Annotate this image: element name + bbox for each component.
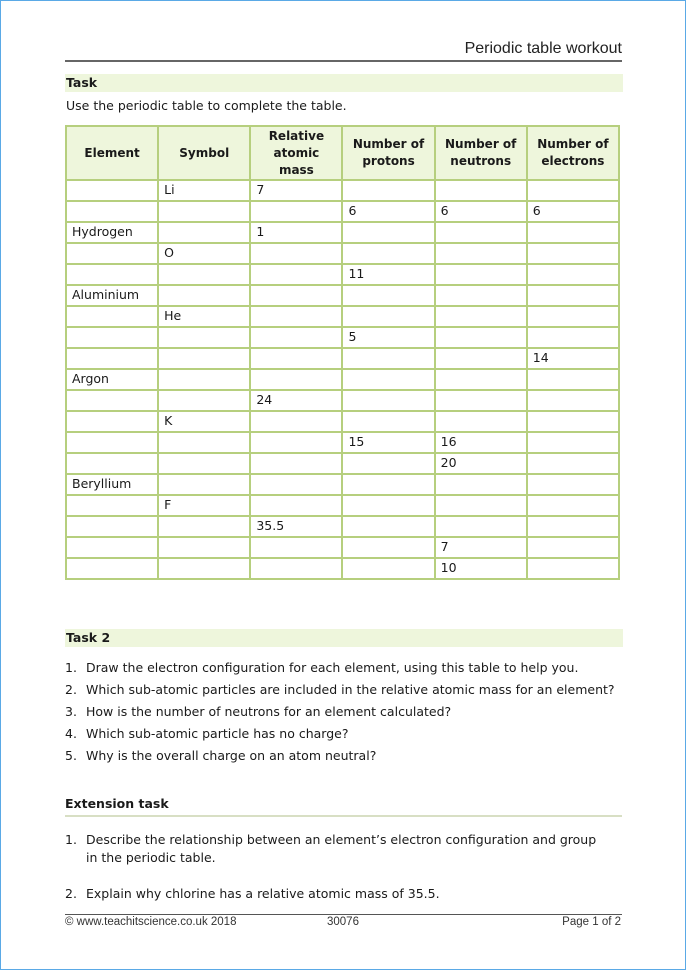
table-cell[interactable] bbox=[342, 306, 434, 327]
table-cell[interactable] bbox=[250, 537, 342, 558]
table-cell[interactable] bbox=[435, 474, 527, 495]
item-text: How is the number of neutrons for an element calculated? bbox=[86, 704, 452, 719]
table-cell[interactable] bbox=[527, 516, 619, 537]
table-row bbox=[66, 180, 619, 201]
table-cell[interactable]: Aluminium bbox=[66, 285, 158, 306]
table-cell[interactable] bbox=[250, 243, 342, 264]
item-number: 1. bbox=[65, 832, 77, 847]
table-cell[interactable] bbox=[250, 306, 342, 327]
task2-heading: Task 2 bbox=[65, 629, 623, 647]
table-cell[interactable] bbox=[527, 327, 619, 348]
table-row bbox=[66, 243, 619, 264]
column-header: Number of electrons bbox=[527, 126, 619, 180]
table-cell[interactable] bbox=[250, 327, 342, 348]
element-table bbox=[65, 125, 620, 580]
table-cell[interactable] bbox=[527, 453, 619, 474]
table-cell[interactable] bbox=[342, 369, 434, 390]
table-cell[interactable] bbox=[66, 327, 158, 348]
table-row bbox=[66, 264, 619, 285]
table-cell[interactable]: He bbox=[158, 306, 250, 327]
table-cell[interactable] bbox=[342, 222, 434, 243]
table-cell[interactable] bbox=[250, 348, 342, 369]
extension-divider bbox=[65, 815, 622, 817]
footer-copyright: © www.teachitscience.co.uk 2018 bbox=[65, 916, 237, 928]
list-item bbox=[65, 704, 615, 726]
list-item bbox=[65, 682, 615, 704]
table-cell[interactable] bbox=[527, 264, 619, 285]
item-text: Describe the relationship between an element’s electron configuration and group in the periodic table. bbox=[86, 832, 597, 865]
table-cell[interactable] bbox=[342, 411, 434, 432]
table-cell[interactable] bbox=[250, 369, 342, 390]
table-cell[interactable] bbox=[158, 222, 250, 243]
table-cell[interactable]: 7 bbox=[250, 180, 342, 201]
title-divider bbox=[65, 60, 622, 62]
extension-heading: Extension task bbox=[65, 796, 169, 811]
table-cell[interactable] bbox=[342, 558, 434, 579]
item-number: 3. bbox=[65, 704, 77, 719]
page-title: Periodic table workout bbox=[464, 40, 622, 57]
table-cell[interactable] bbox=[66, 495, 158, 516]
table-cell[interactable] bbox=[527, 285, 619, 306]
table-cell[interactable] bbox=[158, 201, 250, 222]
table-cell[interactable] bbox=[527, 180, 619, 201]
table-cell[interactable] bbox=[527, 432, 619, 453]
table-cell[interactable] bbox=[527, 222, 619, 243]
table-cell[interactable] bbox=[250, 201, 342, 222]
table-row bbox=[66, 306, 619, 327]
table-cell[interactable]: Hydrogen bbox=[66, 222, 158, 243]
table-cell[interactable] bbox=[158, 390, 250, 411]
table-cell[interactable] bbox=[66, 411, 158, 432]
table-cell[interactable]: 35.5 bbox=[250, 516, 342, 537]
table-cell[interactable]: 6 bbox=[527, 201, 619, 222]
extension-list bbox=[65, 831, 610, 903]
table-row bbox=[66, 558, 619, 579]
table-cell[interactable] bbox=[158, 348, 250, 369]
table-cell[interactable] bbox=[66, 201, 158, 222]
item-text: Which sub-atomic particles are included in the relative atomic mass for an element? bbox=[86, 682, 615, 697]
table-cell[interactable] bbox=[66, 348, 158, 369]
table-row bbox=[66, 432, 619, 453]
table-cell[interactable]: 10 bbox=[435, 558, 527, 579]
column-header: Symbol bbox=[158, 126, 250, 180]
table-cell[interactable] bbox=[66, 558, 158, 579]
table-cell[interactable] bbox=[342, 516, 434, 537]
table-cell[interactable]: 15 bbox=[342, 432, 434, 453]
table-cell[interactable]: 16 bbox=[435, 432, 527, 453]
table-row bbox=[66, 537, 619, 558]
table-cell[interactable] bbox=[342, 495, 434, 516]
table-cell[interactable] bbox=[158, 285, 250, 306]
table-cell[interactable] bbox=[66, 180, 158, 201]
table-cell[interactable]: 11 bbox=[342, 264, 434, 285]
table-cell[interactable] bbox=[158, 558, 250, 579]
table-row bbox=[66, 285, 619, 306]
table-cell[interactable]: 24 bbox=[250, 390, 342, 411]
table-cell[interactable]: K bbox=[158, 411, 250, 432]
table-cell[interactable]: F bbox=[158, 495, 250, 516]
table-cell[interactable] bbox=[158, 264, 250, 285]
table-cell[interactable] bbox=[342, 537, 434, 558]
table-cell[interactable]: 6 bbox=[342, 201, 434, 222]
table-cell[interactable]: 6 bbox=[435, 201, 527, 222]
table-cell[interactable] bbox=[250, 453, 342, 474]
table-row bbox=[66, 390, 619, 411]
table-cell[interactable] bbox=[66, 390, 158, 411]
table-row bbox=[66, 453, 619, 474]
table-cell[interactable] bbox=[435, 180, 527, 201]
table-cell[interactable]: 20 bbox=[435, 453, 527, 474]
footer-code: 30076 bbox=[327, 916, 359, 928]
table-row bbox=[66, 516, 619, 537]
table-cell[interactable] bbox=[527, 537, 619, 558]
table-cell[interactable]: Beryllium bbox=[66, 474, 158, 495]
list-item bbox=[65, 748, 615, 770]
table-cell[interactable] bbox=[342, 285, 434, 306]
table-row bbox=[66, 348, 619, 369]
table-cell[interactable] bbox=[342, 180, 434, 201]
table-cell[interactable]: O bbox=[158, 243, 250, 264]
table-row bbox=[66, 495, 619, 516]
table-cell[interactable] bbox=[158, 432, 250, 453]
table-cell[interactable] bbox=[527, 495, 619, 516]
table-header-row bbox=[66, 126, 619, 180]
table-row bbox=[66, 222, 619, 243]
list-item bbox=[65, 726, 615, 748]
table-cell[interactable] bbox=[527, 411, 619, 432]
task-heading: Task bbox=[65, 74, 623, 92]
item-text: Draw the electron configuration for each element, using this table to help you. bbox=[86, 660, 579, 675]
table-cell[interactable] bbox=[158, 327, 250, 348]
table-cell[interactable]: Li bbox=[158, 180, 250, 201]
table-cell[interactable]: 14 bbox=[527, 348, 619, 369]
table-cell[interactable] bbox=[66, 306, 158, 327]
table-cell[interactable] bbox=[250, 432, 342, 453]
table-cell[interactable] bbox=[158, 537, 250, 558]
item-number: 5. bbox=[65, 748, 77, 763]
table-cell[interactable] bbox=[342, 453, 434, 474]
item-text: Which sub-atomic particle has no charge? bbox=[86, 726, 349, 741]
table-cell[interactable] bbox=[250, 411, 342, 432]
table-cell[interactable] bbox=[342, 243, 434, 264]
table-cell[interactable] bbox=[158, 453, 250, 474]
item-number: 2. bbox=[65, 886, 77, 901]
list-item bbox=[65, 831, 610, 885]
table-cell[interactable] bbox=[158, 474, 250, 495]
footer-page-number: Page 1 of 2 bbox=[562, 916, 621, 928]
table-cell[interactable] bbox=[342, 474, 434, 495]
table-cell[interactable]: 5 bbox=[342, 327, 434, 348]
table-row bbox=[66, 369, 619, 390]
table-row bbox=[66, 411, 619, 432]
table-cell[interactable] bbox=[435, 327, 527, 348]
table-cell[interactable] bbox=[435, 348, 527, 369]
table-cell[interactable] bbox=[66, 432, 158, 453]
table-cell[interactable] bbox=[527, 390, 619, 411]
table-cell[interactable] bbox=[66, 243, 158, 264]
table-cell[interactable] bbox=[66, 264, 158, 285]
table-cell[interactable] bbox=[435, 264, 527, 285]
item-text: Why is the overall charge on an atom neutral? bbox=[86, 748, 377, 763]
column-header: Element bbox=[66, 126, 158, 180]
table-cell[interactable] bbox=[158, 516, 250, 537]
footer-divider bbox=[65, 914, 622, 915]
task-instruction: Use the periodic table to complete the table. bbox=[66, 98, 347, 113]
table-cell[interactable] bbox=[527, 306, 619, 327]
table-cell[interactable] bbox=[435, 243, 527, 264]
table-cell[interactable] bbox=[527, 558, 619, 579]
table-cell[interactable] bbox=[435, 390, 527, 411]
table-cell[interactable] bbox=[66, 537, 158, 558]
table-cell[interactable] bbox=[342, 348, 434, 369]
table-cell[interactable] bbox=[250, 495, 342, 516]
column-header: Number of protons bbox=[342, 126, 434, 180]
table-row bbox=[66, 201, 619, 222]
table-cell[interactable] bbox=[342, 390, 434, 411]
table-cell[interactable] bbox=[435, 285, 527, 306]
list-item bbox=[65, 885, 610, 903]
table-cell[interactable] bbox=[527, 369, 619, 390]
table-cell[interactable] bbox=[435, 222, 527, 243]
item-number: 1. bbox=[65, 660, 77, 675]
table-cell[interactable]: 1 bbox=[250, 222, 342, 243]
table-cell[interactable]: 7 bbox=[435, 537, 527, 558]
table-cell[interactable] bbox=[435, 495, 527, 516]
table-cell[interactable] bbox=[527, 243, 619, 264]
table-cell[interactable] bbox=[250, 474, 342, 495]
column-header: Relative atomic mass bbox=[250, 126, 342, 180]
table-cell[interactable] bbox=[435, 411, 527, 432]
table-cell[interactable] bbox=[435, 369, 527, 390]
table-cell[interactable] bbox=[527, 474, 619, 495]
item-text: Explain why chlorine has a relative atomic mass of 35.5. bbox=[86, 886, 440, 901]
table-cell[interactable] bbox=[435, 306, 527, 327]
table-cell[interactable]: Argon bbox=[66, 369, 158, 390]
column-header: Number of neutrons bbox=[435, 126, 527, 180]
table-cell[interactable] bbox=[66, 516, 158, 537]
task2-list bbox=[65, 660, 615, 770]
item-number: 4. bbox=[65, 726, 77, 741]
table-cell[interactable] bbox=[250, 558, 342, 579]
table-row bbox=[66, 327, 619, 348]
list-item bbox=[65, 660, 615, 682]
table-cell[interactable] bbox=[250, 264, 342, 285]
table-cell[interactable] bbox=[158, 369, 250, 390]
table-cell[interactable] bbox=[66, 453, 158, 474]
table-cell[interactable] bbox=[435, 516, 527, 537]
item-number: 2. bbox=[65, 682, 77, 697]
table-cell[interactable] bbox=[250, 285, 342, 306]
table-row bbox=[66, 474, 619, 495]
